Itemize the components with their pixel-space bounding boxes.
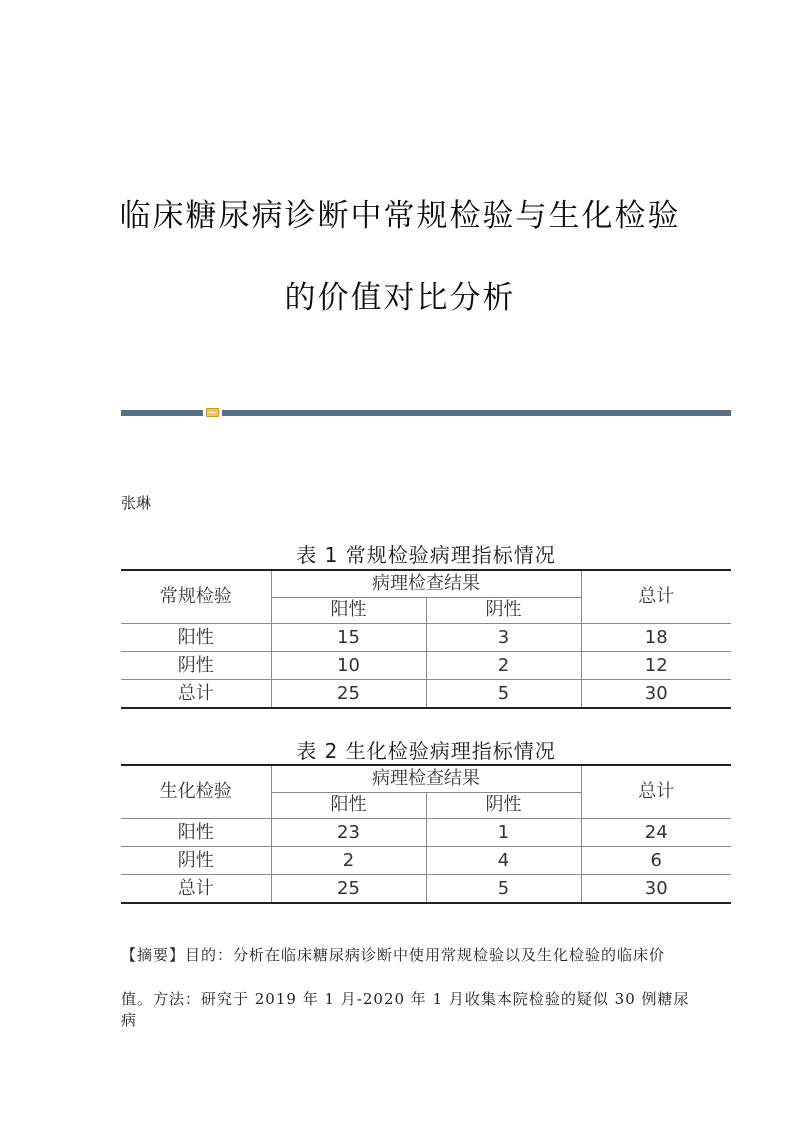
- table-row: [121, 847, 731, 875]
- table-cell: 24: [581, 819, 731, 847]
- table-row: [121, 680, 731, 709]
- table-cell: 25: [271, 875, 426, 904]
- table-2-row-header: 生化检验: [121, 765, 271, 819]
- table-2-sub-header-negative: 阴性: [426, 792, 581, 819]
- table-row: [121, 875, 731, 904]
- table-cell: 12: [581, 652, 731, 680]
- table-2-total-header: 总计: [581, 765, 731, 819]
- table-cell: 5: [426, 680, 581, 709]
- table-cell: 25: [271, 680, 426, 709]
- divider-right-segment: [222, 410, 731, 416]
- table-row-label: 阴性: [121, 847, 271, 875]
- table-cell: 6: [581, 847, 731, 875]
- divider-badge-icon: [206, 408, 219, 417]
- table-row: [121, 624, 731, 652]
- table-row-label: 阳性: [121, 624, 271, 652]
- table-2: [121, 764, 731, 904]
- table-1-caption: 表 1 常规检验病理指标情况: [296, 543, 556, 567]
- table-1: [121, 569, 731, 709]
- table-row-label: 总计: [121, 680, 271, 709]
- table-cell: 3: [426, 624, 581, 652]
- table-cell: 30: [581, 875, 731, 904]
- table-row-label: 总计: [121, 875, 271, 904]
- table-2-sub-header-positive: 阳性: [271, 792, 426, 819]
- table-cell: 2: [271, 847, 426, 875]
- table-1-sub-header-positive: 阳性: [271, 597, 426, 624]
- table-cell: 23: [271, 819, 426, 847]
- table-cell: 5: [426, 875, 581, 904]
- table-1-row-header: 常规检验: [121, 570, 271, 624]
- abstract-line-1: 【摘要】目的：分析在临床糖尿病诊断中使用常规检验以及生化检验的临床价: [121, 946, 666, 964]
- table-row-label: 阴性: [121, 652, 271, 680]
- table-cell: 10: [271, 652, 426, 680]
- table-cell: 1: [426, 819, 581, 847]
- table-cell: 2: [426, 652, 581, 680]
- abstract-line-2: 值。方法：研究于 2019 年 1 月-2020 年 1 月收集本院检验的疑似 30 例糖尿病: [121, 990, 690, 1029]
- table-cell: 15: [271, 624, 426, 652]
- table-row: [121, 819, 731, 847]
- divider-left-segment: [121, 410, 203, 416]
- table-1-sub-header-negative: 阴性: [426, 597, 581, 624]
- table-row: [121, 652, 731, 680]
- table-2-group-header: 病理检查结果: [271, 765, 581, 792]
- table-row-label: 阳性: [121, 819, 271, 847]
- table-1-group-header: 病理检查结果: [271, 570, 581, 597]
- document-title-line-1: 临床糖尿病诊断中常规检验与生化检验: [119, 198, 681, 234]
- title-divider: [121, 408, 731, 416]
- document-title-line-2: 的价值对比分析: [284, 280, 516, 316]
- table-1-total-header: 总计: [581, 570, 731, 624]
- table-cell: 30: [581, 680, 731, 709]
- table-cell: 18: [581, 624, 731, 652]
- author-name: 张琳: [121, 494, 152, 512]
- table-cell: 4: [426, 847, 581, 875]
- table-2-caption: 表 2 生化检验病理指标情况: [296, 739, 556, 763]
